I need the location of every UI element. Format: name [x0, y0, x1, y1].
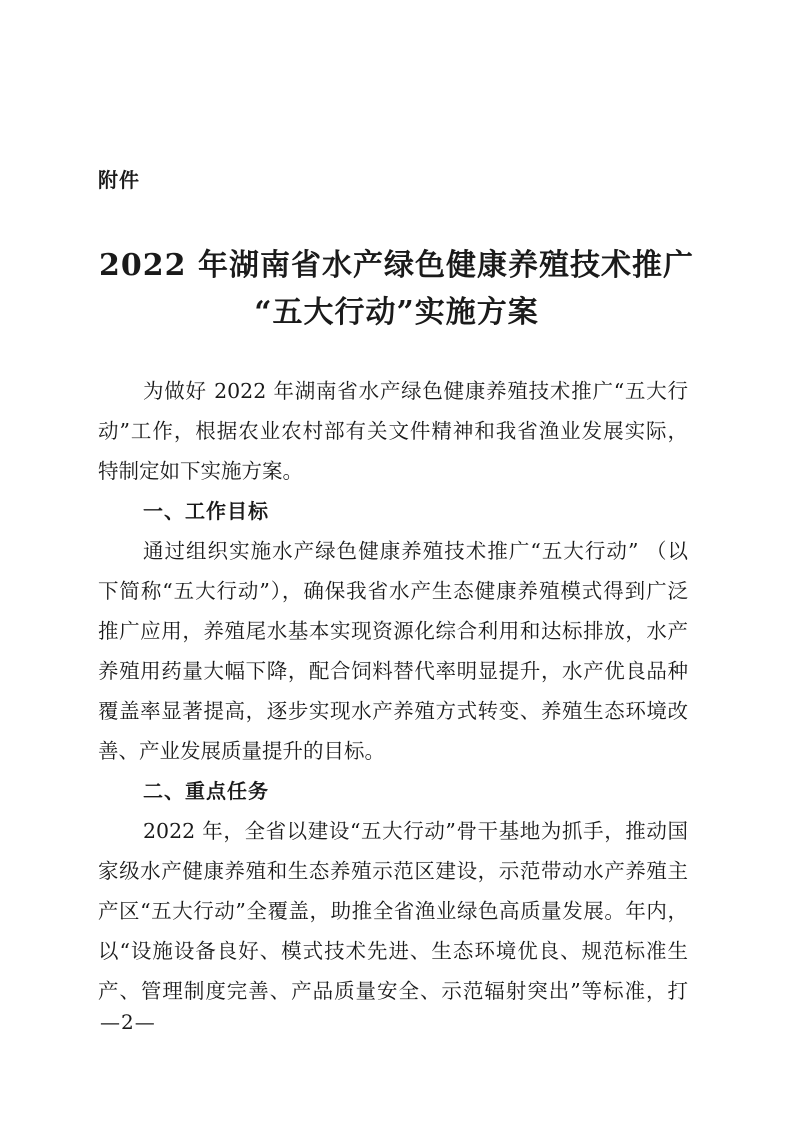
section1-line-5: 覆盖率显著提高，逐步实现水产养殖方式转变、养殖生态环境改 — [98, 699, 688, 723]
section2-heading: 二、重点任务 — [143, 779, 269, 803]
title-line-1: 2022 年湖南省水产绿色健康养殖技术推广 — [99, 248, 694, 283]
section2-line-1: 2022 年，全省以建设“五大行动”骨干基地为抓手，推动国 — [143, 819, 688, 843]
section2-line-4: 以“设施设备良好、模式技术先进、生态环境优良、规范标准生 — [98, 939, 688, 963]
section1-heading: 一、工作目标 — [143, 499, 269, 523]
intro-line-2: 动”工作，根据农业农村部有关文件精神和我省渔业发展实际， — [98, 419, 688, 443]
section1-line-3: 推广应用，养殖尾水基本实现资源化综合利用和达标排放，水产 — [98, 619, 688, 643]
page-number: —2— — [100, 1010, 156, 1034]
title-line-2: “五大行动”实施方案 — [254, 295, 539, 330]
section2-line-3: 产区“五大行动”全覆盖，助推全省渔业绿色高质量发展。年内， — [98, 899, 688, 923]
intro-line-1: 为做好 2022 年湖南省水产绿色健康养殖技术推广“五大行 — [143, 379, 688, 403]
section2-line-2: 家级水产健康养殖和生态养殖示范区建设，示范带动水产养殖主 — [98, 859, 688, 883]
section1-line-4: 养殖用药量大幅下降，配合饲料替代率明显提升，水产优良品种 — [98, 659, 688, 683]
intro-line-3: 特制定如下实施方案。 — [98, 459, 303, 483]
attachment-label: 附件 — [98, 168, 140, 192]
section1-line-6: 善、产业发展质量提升的目标。 — [98, 739, 385, 763]
section1-line-2: 下简称“五大行动”），确保我省水产生态健康养殖模式得到广泛 — [98, 579, 688, 603]
section1-line-1: 通过组织实施水产绿色健康养殖技术推广“五大行动” （以 — [143, 539, 688, 563]
section2-line-5: 产、管理制度完善、产品质量安全、示范辐射突出”等标准，打 — [98, 979, 688, 1003]
